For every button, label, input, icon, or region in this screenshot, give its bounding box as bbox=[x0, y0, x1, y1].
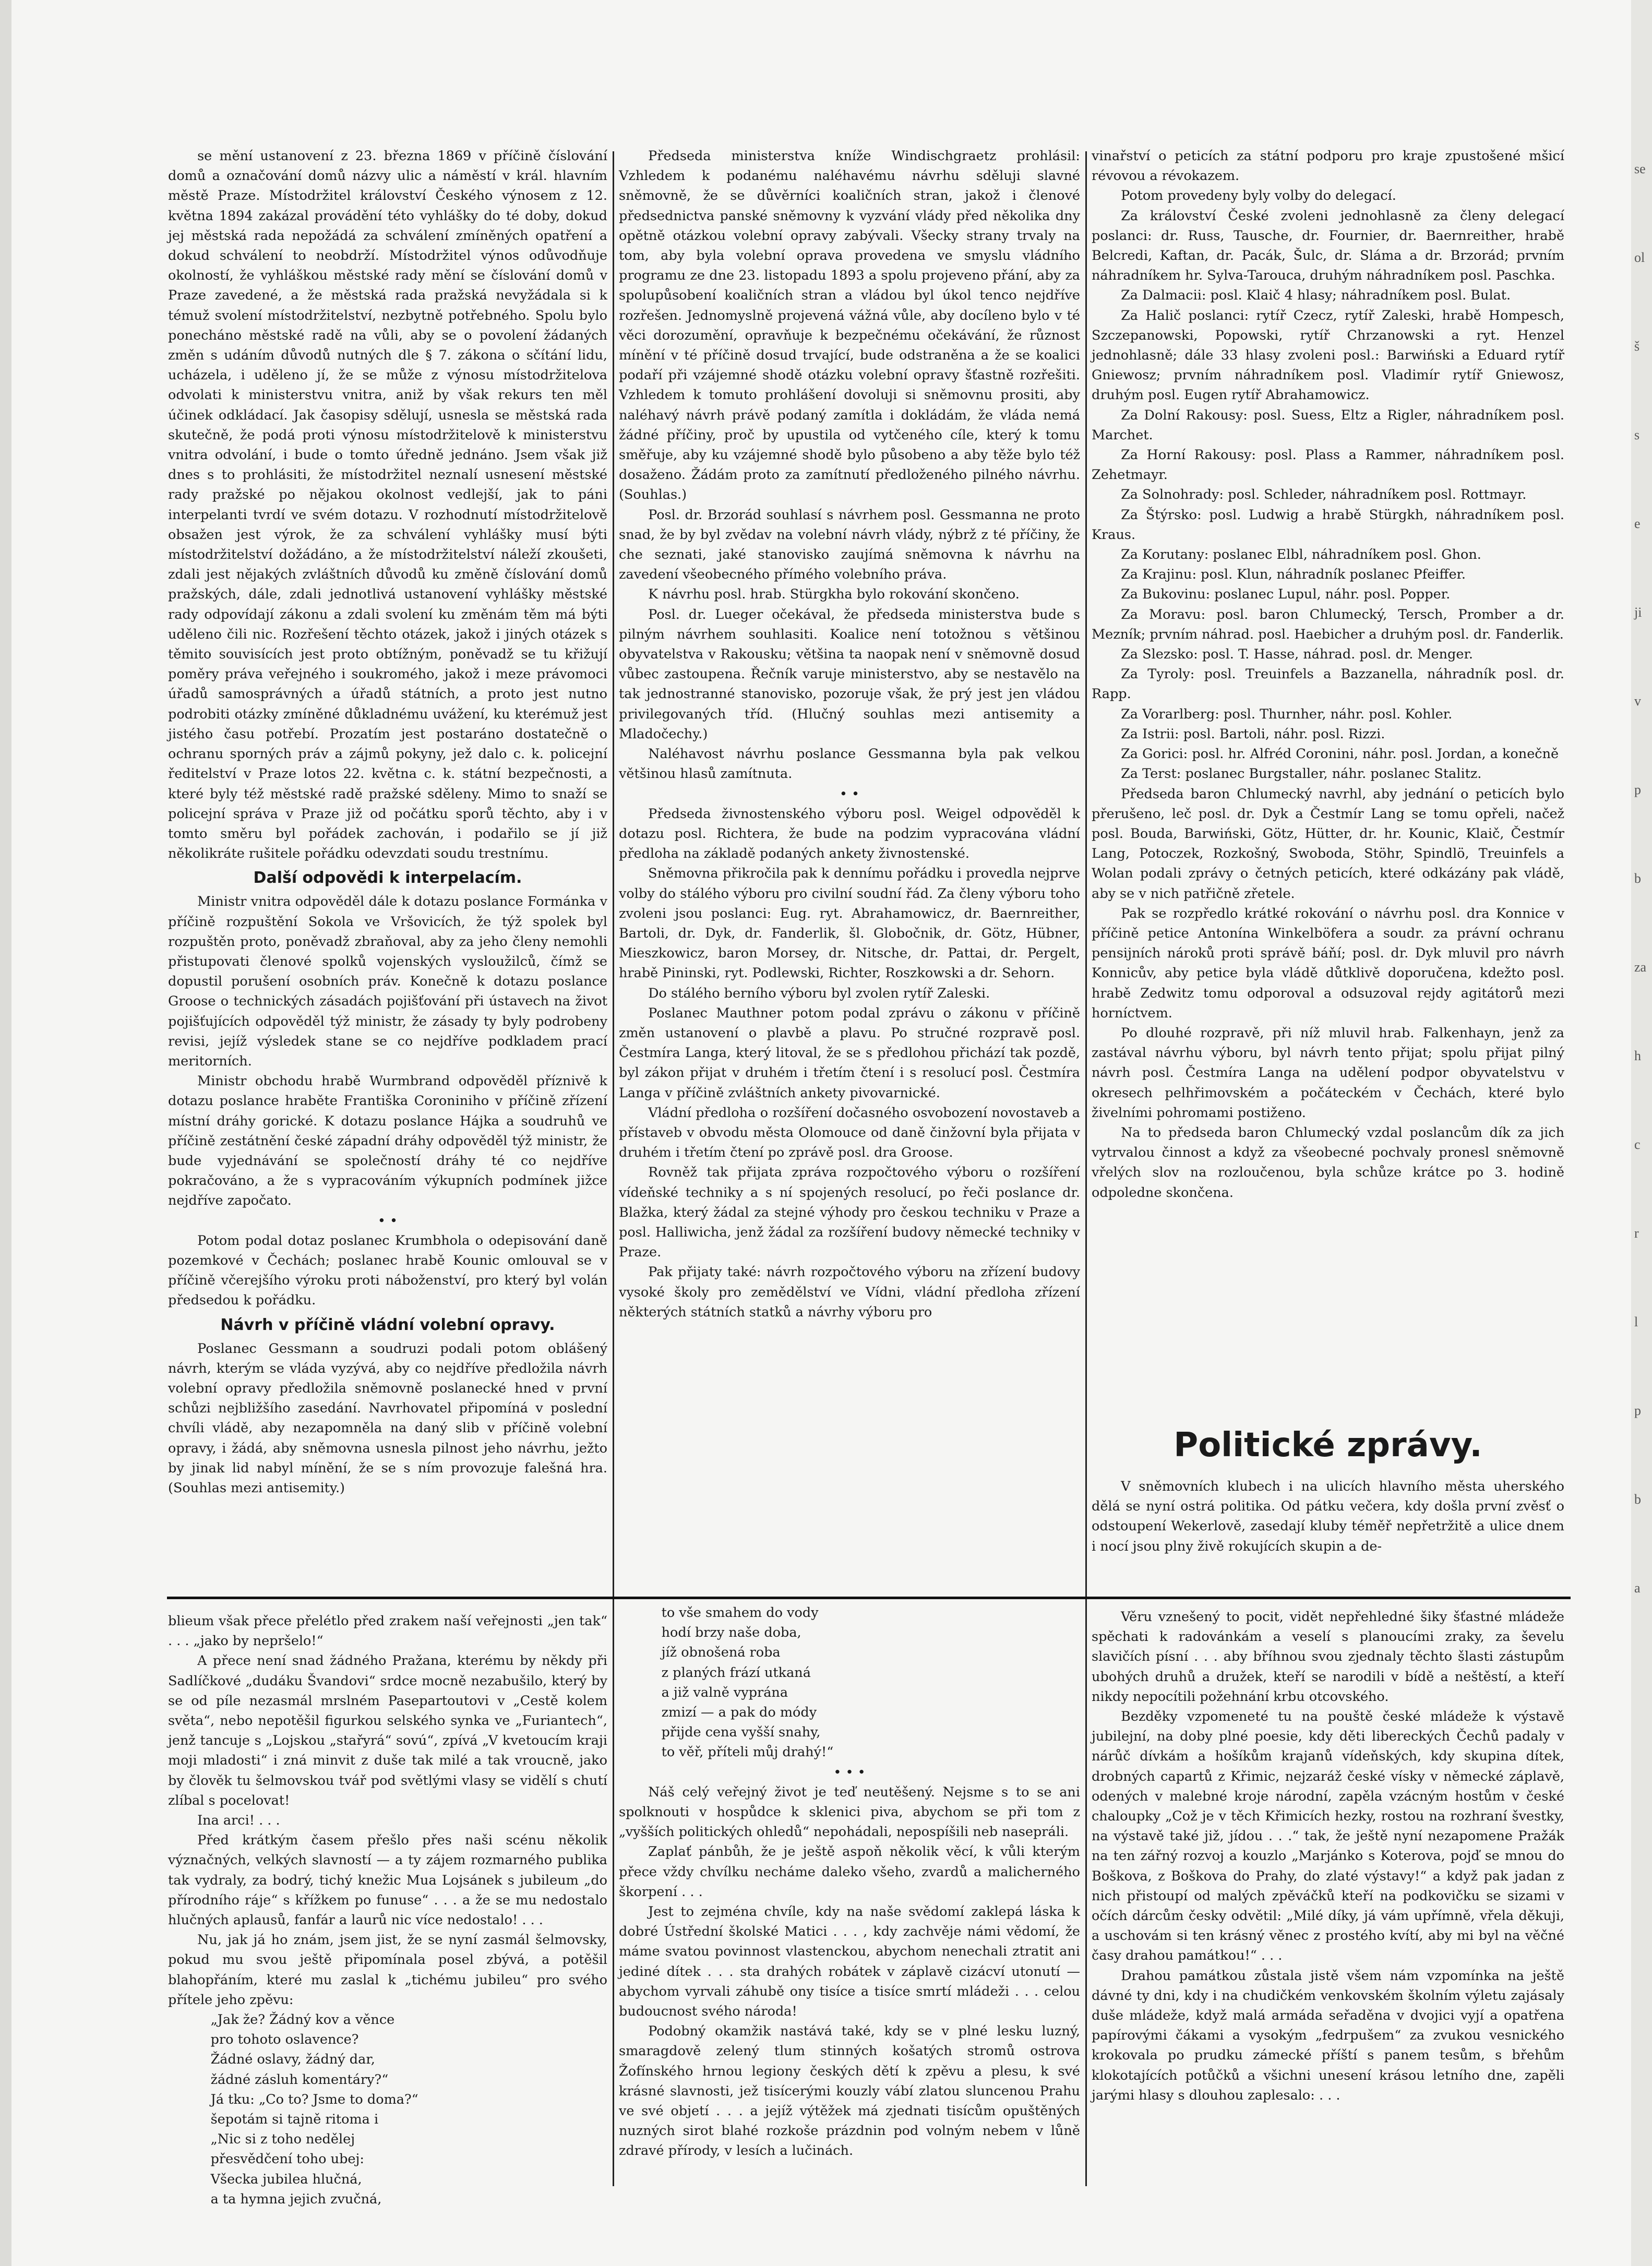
poem-line: jíž obnošená roba bbox=[661, 1645, 781, 1661]
column-divider bbox=[1085, 151, 1087, 1602]
paragraph: Za Slezsko: posl. T. Hasse, náhrad. posl. dr. Menger. bbox=[1121, 646, 1473, 663]
paragraph: Za Dolní Rakousy: posl. Suess, Eltz a Rigler, náhradníkem posl. Marchet. bbox=[1092, 407, 1564, 443]
paragraph: Ina arci! . . . bbox=[197, 1813, 280, 1829]
paragraph: Za Gorici: posl. hr. Alfréd Coronini, náhr. posl. Jordan, a konečně bbox=[1121, 746, 1559, 762]
paragraph: Předseda ministerstva kníže Windischgraetz prohlásil: Vzhledem k podanému naléhavému návrhu sděluji slavné sněmovně, že se důvěrníci koaličních stran, jakož i členové předsednictva panské sněmovny k vyzvání vlády před několika dny opětně otázkou volební opravy zabývali. Všecky strany trvaly na tom, aby byla volební oprava provedena ve smyslu vládního programu ze dne 23. listopadu 1893 a spolu projeveno přání, aby za spolupůsobení koaličních stran a vládou byl úkol tenco nejdříve rozřešen. Jednomyslně projevená vážná vůle, aby docíleno bylo v té věci dorozumění, opravňuje k bezpečnému očekávání, že různost mínění v té příčině dosud trvající, bude odstraněna a že se koalici podaří při vzájemné shodě otázku volební opravy šťastně rozřešiti. Vzhledem k tomuto prohlášení dovoluji si sněmovnu prositi, aby naléhavý návrh právě podaný zamítla i dokládám, že vláda nemá žádné příčiny, proč by upustila od vytčeného cíle, který k tomu směřuje, aby ku vzájemné shodě bylo působeno a aby těže bylo též dosaženo. Žádám proto za zamítnutí předloženého pilného návrhu. (Souhlas.) bbox=[619, 148, 1080, 503]
paragraph: Věru vznešený to pocit, vidět nepřehledné šiky šťastné mládeže spěchati k radovánkám a veselí s planoucími zraky, za ševelu slavičích písní . . . aby bříhnou svou zjednaly těchto šlasti zástupům ubohých druhů a družek, kteří se narodili v bídě a neštěstí, a kteří nikdy nepocítili požehnání krbu otcovského. bbox=[1092, 1609, 1564, 1705]
adjacent-page-fragment: p bbox=[1634, 1403, 1641, 1418]
adjacent-page-fragment: za bbox=[1634, 960, 1647, 975]
paragraph: Za Terst: poslanec Burgstaller, náhr. poslanec Stalitz. bbox=[1121, 766, 1482, 782]
poem-line: žádné zásluh komentáry?“ bbox=[210, 2071, 389, 2088]
paragraph: Za Vorarlberg: posl. Thurnher, náhr. posl. Kohler. bbox=[1121, 706, 1453, 722]
paragraph: Za Halič poslanci: rytíř Czecz, rytíř Zaleski, hrabě Hompesch, Szczepanowski, Popowski, rytíř Chrzanowski a ryt. Henzel jednohlasně; dále 33 hlasy zvoleni posl.: Barwiński a Eduard rytíř Gniewosz; prvním náhradníkem posl. Vladimír rytíř Gniewosz, druhým posl. Eugen rytíř Abrahamowicz. bbox=[1092, 307, 1564, 403]
paragraph: Za Krajinu: posl. Klun, náhradník poslanec Pfeiffer. bbox=[1121, 567, 1466, 583]
poem-line: to věř, příteli můj drahý!“ bbox=[661, 1744, 834, 1760]
section-separator: • • • bbox=[833, 1764, 866, 1780]
adjacent-page-fragment: v bbox=[1634, 693, 1641, 709]
adjacent-page-fragment: r bbox=[1634, 1226, 1639, 1241]
paragraph: Za Moravu: posl. baron Chlumecký, Tersch, Promber a dr. Mezník; prvním náhrad. posl. Haebicher a druhým posl. dr. Fanderlik. bbox=[1092, 606, 1564, 642]
poem-line: pro tohoto oslavence? bbox=[210, 2032, 359, 2048]
paragraph: Za Tyroly: posl. Treuinfels a Bazzanella, náhradník posl. dr. Rapp. bbox=[1092, 666, 1564, 702]
adjacent-page-fragment: ol bbox=[1634, 250, 1645, 265]
paragraph: Podobný okamžik nastává také, kdy se v plné lesku luzný, smaragdově zelený tlum stinných košatých stromů ostrova Žofínského hrnou legiony českých dětí k zpěvu a plesu, k své krásné slavnosti, jež tisícerými kouzly vábí zlatou sluncenou Prahu ve své objetí . . . a jejíž výtěžek má zjednati tisícům opuštěných nuzných sirot blahé rozkoše prázdnin pod volným nebem v lůně zdravé přírody, v lesích a lučinách. bbox=[619, 2023, 1080, 2159]
paragraph: Ministr obchodu hrabě Wurmbrand odpověděl příznivě k dotazu poslance hraběte Františka Coroniniho v příčině zřízení místní dráhy gorické. K dotazu poslance Hájka a soudruhů ve příčině zestátnění české západní dráhy odpověděl týž ministr, že bude vyjednávání se společností dráhy té co nejdříve pokračováno, a že s vypracováním výkupních podmínek jižce nejdříve započato. bbox=[168, 1073, 607, 1209]
paragraph: Sněmovna přikročila pak k dennímu pořádku i provedla nejprve volby do stálého výboru pro civilní soudní řád. Za členy výboru toho zvoleni jsou poslanci: Eug. ryt. Abrahamowicz, dr. Baernreither, Bartoli, dr. Dyk, dr. Fanderlik, šl. Globočnik, dr. Götz, Hübner, Mieszkowicz, baron Morsey, dr. Nitsche, dr. Pattai, dr. Pergelt, hrabě Pininski, ryt. Podlewski, Richter, Roszkowski a dr. Sehorn. bbox=[619, 866, 1080, 981]
paragraph: Za Horní Rakousy: posl. Plass a Rammer, náhradníkem posl. Zehetmayr. bbox=[1092, 447, 1564, 483]
poem-line: přijde cena vyšší snahy, bbox=[661, 1724, 821, 1741]
adjacent-page-fragment: c bbox=[1634, 1137, 1641, 1152]
paragraph: Za Korutany: poslanec Elbl, náhradníkem posl. Ghon. bbox=[1121, 547, 1481, 563]
paragraph: Pak přijaty také: návrh rozpočtového výboru na zřízení budovy vysoké školy pro zemědělství ve Vídni, vládní předloha zřízení některých státních statků a návrhy výboru pro bbox=[619, 1264, 1080, 1320]
paragraph: Náš celý veřejný život je teď neutěšený. Nejsme s to se ani spolknouti v hospůdce k sklenici piva, abychom se při tom z „vyšších politických ohledů“ nepohádali, nepospíšili neb nasepráli. bbox=[619, 1784, 1080, 1840]
adjacent-page-fragment: p bbox=[1634, 782, 1641, 797]
poem-line: „Jak že? Žádný kov a věnce bbox=[210, 2012, 395, 2028]
paragraph: Na to předseda baron Chlumecký vzdal poslancům dík za jich vytrvalou činnost a když za všeobecné pochvaly pronesl sněmovně vřelých slov na rozloučenou, byla schůze krátce po 3. hodině odpoledne skončena. bbox=[1092, 1124, 1564, 1201]
paragraph: Předseda baron Chlumecký navrhl, aby jednání o peticích bylo přerušeno, leč posl. dr. Dyk a Čestmír Lang se tomu opřeli, načež posl. Bouda, Barwiński, Götz, Hütter, dr. hr. Kounic, Klaič, Čestmír Lang, Potoczek, Rozkošný, Swoboda, Stöhr, Spindlö, Treuinfels a Wolan podali zprávy o četných peticích, které odkázány pak vládě, aby se v nich patřičně zřetele. bbox=[1092, 786, 1564, 902]
paragraph: Před krátkým časem přešlo přes naši scénu několik význačných, velkých slavností — a ty zájem rozmarného publika tak vydraly, za bodrý, tichý knežic Mua Lojsánek s jubileum „do přírodního ráje“ s křížkem po funuse“ . . . a že se mu nedostalo hlučných aplausů, fanfár a laurů nic více nedostalo! . . . bbox=[168, 1832, 607, 1928]
feuilleton-column-2 bbox=[619, 1603, 1080, 2161]
paragraph: Za Štýrsko: posl. Ludwig a hrabě Stürgkh, náhradníkem posl. Kraus. bbox=[1092, 507, 1564, 543]
poem-line: přesvědčení toho ubej: bbox=[210, 2151, 364, 2167]
paragraph: Potom provedeny byly volby do delegací. bbox=[1121, 188, 1396, 204]
adjacent-page-fragment: b bbox=[1634, 871, 1641, 886]
section-separator: • • bbox=[839, 786, 860, 802]
paragraph: Za Solnohrady: posl. Schleder, náhradníkem posl. Rottmayr. bbox=[1121, 487, 1527, 503]
poem-line: Žádné oslavy, žádný dar, bbox=[210, 2052, 375, 2068]
paragraph: Předseda živnostenského výboru posl. Weigel odpověděl k dotazu posl. Richtera, že bude na podzim vypracována vládní předloha na základě podaných ankety živnostenské. bbox=[619, 806, 1080, 862]
subheading: Návrh v příčině vládní volební opravy. bbox=[220, 1315, 555, 1334]
paragraph: Za Dalmacii: posl. Klaič 4 hlasy; náhradníkem posl. Bulat. bbox=[1121, 287, 1511, 304]
paragraph: A přece není snad žádného Pražana, kterému by někdy při Sadlíčkové „dudáku Švandovi“ srdce mocně nezabušilo, který by se od píle nezasmál mrslném Pasepartoutovi v „Cestě kolem světa“, nebo nepotěšil figurkou selského synka ve „Furiantech“, jenž tancuje s „Lojskou „stařyrá“ sovú“, zpívá „V kvetoucím kraji moji mladosti“ i zná minvit z duše tak milé a tak vroucně, jako by člověk tu šelmovskou tvář pod světlými vlasy se vidělí s chutí zlíbal s pocelovat! bbox=[168, 1653, 607, 1808]
adjacent-page-fragment: š bbox=[1634, 339, 1640, 354]
paragraph: Posl. dr. Lueger očekával, že předseda ministerstva bude s pilným návrhem souhlasiti. Koalice není totožnou s většinou obyvatelstva v Rakousku; většina ta naopak není v sněmovně dosud vůbec zastoupena. Řečník varuje ministerstvo, aby se nestavělo na tak jednostranné stanovisko, pozoruje však, že prý jest jen vládou privilegovaných tříd. (Hlučný souhlas mezi antisemity a Mladočechy.) bbox=[619, 606, 1080, 742]
column-divider bbox=[613, 1602, 614, 2186]
paragraph: Rovněž tak přijata zpráva rozpočtového výboru o rozšíření vídeňské techniky a s ní spojených resolucí, po řeči poslance dr. Blažka, který žádal za stejné výhody pro českou techniku v Praze a posl. Halliwicha, jenž žádal za rozšíření budovy německé techniky v Praze. bbox=[619, 1165, 1080, 1261]
paragraph: V sněmovních klubech i na ulicích hlavního města uherského dělá se nyní ostrá politika. Od pátku večera, kdy došla první zvěsť o odstoupení Wekerlově, zasedají kluby téměř nepřetržitě a ulice dnem i nocí jsou plny živě rokujících skupin a de- bbox=[1092, 1479, 1564, 1554]
paragraph: Pak se rozpředlo krátké rokování o návrhu posl. dra Konnice v příčině petice Antonína Winkelböfera a soudr. za právní ochranu pensijních nároků proti správě báňí; posl. dr. Dyk mluvil pro návrh Konnicův, aby petice byla vládě důtklivě doporučena, kdežto posl. hrabě Zedwitz tomu odporoval a odsuzoval rejdy agitátorů mezi horníctvem. bbox=[1092, 905, 1564, 1021]
paragraph: Naléhavost návrhu poslance Gessmanna byla pak velkou většinou hlasů zamítnuta. bbox=[619, 746, 1080, 782]
paragraph: Posl. dr. Brzorád souhlasí s návrhem posl. Gessmanna ne proto snad, že by byl zvědav na volební návrh vlády, nýbrž z té příčiny, že che seznati, jaké stanovisko zaujímá sněmovna k návrhu na zavedení všeobecného přímého volebního práva. bbox=[619, 507, 1080, 583]
paragraph: Za Bukovinu: poslanec Lupul, náhr. posl. Popper. bbox=[1121, 586, 1451, 603]
paragraph: Do stálého berního výboru byl zvolen rytíř Zaleski. bbox=[648, 985, 990, 1001]
column-divider bbox=[1085, 1602, 1087, 2186]
poem-line: hodí brzy naše doba, bbox=[661, 1625, 801, 1641]
poem-line: „Nic si z toho nedělej bbox=[210, 2131, 355, 2148]
paragraph: Bezděky vzpomeneté tu na pouště české mládeže k výstavě jubilejní, na doby plné poesie, kdy děti libereckých Čechů padaly v nárůč dívkám a hošíkům krajanů vídeňských, kdy skupina dítek, drobných capartů z Křimic, nejzaráž české vísky v německé záplavě, odených v malebné kroje národní, zapěla vzácným hostům v české chaloupky „Což je v těch Křimicích hezky, rostou na rozhraní švestky, na výstavě také již, jídou . . .“ tak, že ještě nyní nezapomene Pražák na ten zářný rozvoj a kouzlo „Marjánko s Koterova, pojď se mnou do Boškova, z Boškova do Prahy, do zlaté výstavy!“ a když pak jadan z nich přistoupí od malých zpěváčků kteří na podkovičku se sizami v očích dárcům česky odvětil: „Milé díky, já vám upřímně, vřela děkuji, a uschovám si ten krásný věnec z prostého kvítí, aby mi byl na věčné časy drahou památkou!“ . . . bbox=[1092, 1709, 1564, 1964]
poem-line: z planých frází utkaná bbox=[661, 1664, 811, 1681]
section-headline: Politické zprávy. bbox=[1174, 1426, 1482, 1465]
poem-line: Já tku: „Co to? Jsme to doma?“ bbox=[210, 2091, 418, 2107]
paragraph: Nu, jak já ho znám, jsem jist, že se nyní zasmál šelmovsky, pokud mu svou ještě připomínala posel zbývá, a potěšil blahopřáním, které mu zaslal k „tichému jubileu“ pro svého přítele jeho zpěvu: bbox=[168, 1932, 607, 2008]
paragraph: Za Istrii: posl. Bartoli, náhr. posl. Rizzi. bbox=[1121, 726, 1385, 742]
paragraph: Vládní předloha o rozšíření dočasného osvobození novostaveb a přístaveb v obvodu města Olomouce od daně činžovní byla přijata v druhém i třetím čtení po zprávě posl. dra Groose. bbox=[619, 1105, 1080, 1161]
paragraph: vinařství o peticích za státní podporu pro kraje zpustošené mšicí révovou a révokazem. bbox=[1092, 148, 1564, 184]
adjacent-page-fragment: ji bbox=[1634, 605, 1642, 620]
article-column-2 bbox=[619, 146, 1080, 1322]
adjacent-page-fragment: h bbox=[1634, 1048, 1641, 1063]
adjacent-page-fragment: e bbox=[1634, 516, 1641, 531]
article-column-3 bbox=[1092, 146, 1564, 1203]
paragraph: Zaplať pánbůh, že je ještě aspoň několik věcí, k vůli kterým přece vždy chvílku necháme daleko všeho, zvardů a malicherného škorpení . . . bbox=[619, 1844, 1080, 1900]
poem-line: to vše smahem do vody bbox=[661, 1605, 819, 1621]
subheading: Další odpovědi k interpelacím. bbox=[253, 869, 522, 888]
paragraph: Poslanec Mauthner potom podal zprávu o zákonu v příčině změn ustanovení o plavbě a plavu. Po stručné rozpravě posl. Čestmíra Langa, který litoval, že se s předlohou přichází tak pozdě, byl zákon přijat v druhém i třetím čtení i s resolucí posl. Čestmíra Langa v příčině zvláštních ankety pivovarnické. bbox=[619, 1005, 1080, 1101]
adjacent-page-fragment: a bbox=[1634, 1580, 1641, 1596]
paragraph: blieum však přece přelétlo před zrakem naší veřejnosti „jen tak“ . . . „jako by nepršelo!“ bbox=[168, 1613, 607, 1649]
feuilleton-column-3 bbox=[1092, 1607, 1564, 2105]
column-divider bbox=[613, 151, 614, 1602]
article-column-1 bbox=[168, 146, 607, 1498]
paragraph: Jest to zejména chvíle, kdy na naše svědomí zaklepá láska k dobré Ústřední školské Matici . . . , kdy zachvěje námi vědomí, že máme svatou povinnost vlastenckou, abychom nenechali ztratit ani jediné dítek . . . sta drahých robátek v záplavě cizácví utonutí — abychom vyrvali záhubě ony tisíce a tisíce smrtí mládeži . . . celou budoucnost svého národa! bbox=[619, 1904, 1080, 2020]
section-separator: • • bbox=[377, 1213, 398, 1229]
paragraph: Ministr vnitra odpověděl dále k dotazu poslance Formánka v příčině rozpuštění Sokola ve Vršovicích, že týž spolek byl rozpuštěn proto, poněvadž zbraňoval, aby za jeho členy nemohli přistupovati členové spolků vojenských vysloužilců, čímž se dopustil porušení osobních práv. Konečně k dotazu poslance Groose o technických zásadách pojišťování při ústavech na život pojišťujících odpověděl týž ministr, že zásady ty byly podrobeny revisi, jejíž výsledek stane se co nejdříve podkladem prací meritorních. bbox=[168, 894, 607, 1069]
paragraph: Po dlouhé rozpravě, při níž mluvil hrab. Falkenhayn, jenž za zastával návrhu výboru, byl návrh tento přijat; spolu přijat pilný návrh posl. Čestmíra Langa na udělení podpor obyvatelstvu v okresech pelhřimovském a počáteckém v Čechách, které bylo živelními pohromami postiženo. bbox=[1092, 1025, 1564, 1121]
paragraph: K návrhu posl. hrab. Stürgkha bylo rokování skončeno. bbox=[648, 586, 1020, 603]
page-edge-left bbox=[0, 0, 11, 2266]
adjacent-page-fragment: s bbox=[1634, 427, 1640, 442]
paragraph: Poslanec Gessmann a soudruzi podali potom oblášený návrh, kterým se vláda vyzývá, aby co nejdříve předložila návrh volební opravy předložila sněmovně poslanecké hned v první schůzi nejbližšího zasedání. Navrhovatel připomíná v poslední chvíli vládě, aby nezapomněla na daný slib v příčině volební opravy, i žádá, aby sněmovna usnesla pilnost jeho návrhu, ježto by jinak lid nabyl mínění, že se s ním provozuje falešná hra. (Souhlas mezi antisemity.) bbox=[168, 1340, 607, 1496]
feuilleton-column-1 bbox=[168, 1611, 607, 2209]
politics-lead-column bbox=[1092, 1477, 1564, 1556]
poem-line: Všecka jubilea hlučná, bbox=[210, 2171, 362, 2187]
paragraph: Drahou památkou zůstala jistě všem nám vzpomínka na ještě dávné ty dni, kdy i na chudičkém venkovském školním výletu zajásaly duše mládeže, když malá armáda seřaděna v dvojici vyjí a opatřena papírovými čákami a vysokým „fedrpušem“ za zvukou vesnického krokovala po prudku zámecké příští s panem tesům, s břehům klokotajících potůčků a všichni unesení krásou letního dne, zapěli jarými hlasy s dlouhou zaplesalo: . . . bbox=[1092, 1968, 1564, 2103]
poem-line: a již valně vyprána bbox=[661, 1684, 788, 1700]
poem-line: a ta hymna jejich zvučná, bbox=[210, 2191, 382, 2207]
paragraph: Za království České zvoleni jednohlasně za členy delegací poslanci: dr. Russ, Tausche, dr. Fournier, dr. Baernreither, hrabě Belcredi, Kaftan, dr. Pacák, Šulc, dr. Sláma a dr. Brzorád; prvním náhradníkem hr. Sylva-Tarouca, druhým náhradníkem posl. Paschka. bbox=[1092, 208, 1564, 284]
adjacent-page-fragment: b bbox=[1634, 1492, 1641, 1507]
feuilleton-rule bbox=[167, 1597, 1571, 1599]
paragraph: Potom podal dotaz poslanec Krumbhola o odepisování daně pozemkové v Čechách; poslanec hrabě Kounic omlouval se v příčině včerejšího výroku proti náboženství, pro který byl volán předsedou k pořádku. bbox=[168, 1232, 607, 1309]
adjacent-page-fragment: se bbox=[1634, 161, 1646, 176]
poem-line: šepotám si tajně ritoma i bbox=[210, 2112, 379, 2128]
adjacent-page-fragment: l bbox=[1634, 1314, 1638, 1329]
paragraph: se mění ustanovení z 23. března 1869 v příčině číslování domů a označování domů názvy ulic a náměstí v král. hlavním městě Praze. Místodržitel království Českého výnosem z 12. května 1894 zakázal provádění této vyhlášky do té doby, dokud jej městská rada nepožádá za schválení zmíněných opatření a dokud schválení to neobdrží. Místodržitel výnos odůvodňuje okolností, že vyhláškou městské rady mění se číslování domů v Praze zavedené, a že městská rada pražská nevyžádala si k témuž svolení místodržitelství, nezbytně potřebného. Spolu bylo ponecháno městské radě na vůli, aby se o povolení žádaných změn s udáním důvodů nutných dle § 7. zákona o sčítání lidu, ucházela, i uděleno jí, že se může z výnosu místodržitelova odvolati k ministerstvu vnitra, aniž by však rekurs ten měl účinek odkládací. Jak časopisy sdělují, usnesla se městská rada skutečně, že podá proti výnosu místodržitelově k ministerstvu vnitra odvolání, i bude o tomto úředně jednáno. Jsem však již dnes s to prohlásiti, že místodržitel neznalí usnesení městské rady pražské po nějakou okolnost vedlejší, jak to páni interpelanti tvrdí ve svém dotazu. V rozhodnutí místodržitelově obsažen jest výrok, že za schválení vyhlášky musí býti místodržitelství dožádáno, a že místodržitelství náleží zkoušeti, zdali jest nějakých zvláštních důvodů ku změně číslování domů pražských, dále, zdali jednotlivá ustanovení vyhlášky městské rady odpovídají zákonu a zdali svolení ku změnám těm má býti uděleno čili nic. Rozřešení těchto otázek, jakož i jiných otázek s těmito souvisících jest proto obtížným, poněvadž se tu křižují poměry práva veřejného i soukromého, jakož i meze právomoci úřadů samosprávných a úřadů státních, a proto jest nutno podrobiti otázky zmíněné důkladnému uvážení, ku kterémuž jest jistého času potřebí. Prozatím jest postaráno dostatečně o ochranu sporných práv a zájmů pokyny, jež dalo c. k. policejní ředitelství v Praze lotos 22. května c. k. státní bezpečnosti, a které byly též městské radě pražské sděleny. Mimo to snaží se policejní správa v Praze již od počátku sporů těchto, aby i v tomto směru byl pořádek zachován, i podařilo se jí již několikráte rušitele pořádku odevzdati soudu trestnímu. bbox=[168, 148, 607, 862]
poem-line: zmizí — a pak do módy bbox=[661, 1705, 817, 1721]
